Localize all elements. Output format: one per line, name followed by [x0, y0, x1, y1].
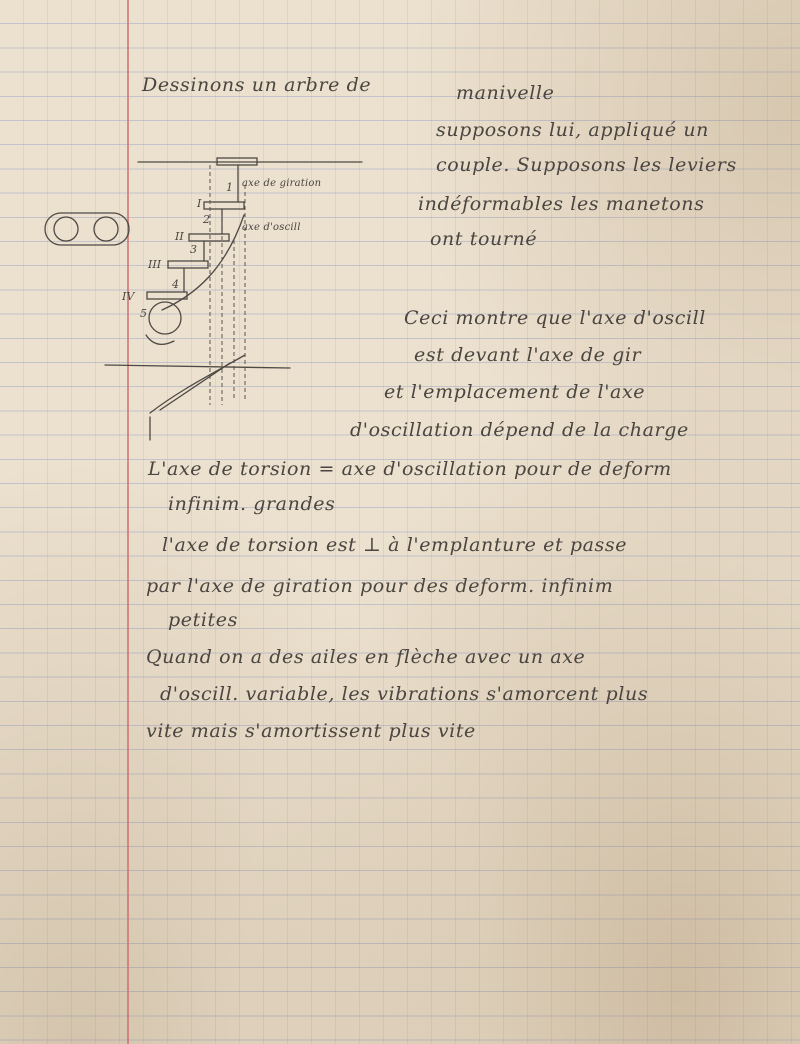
rotation-arrow — [146, 335, 174, 344]
deflection-line — [160, 363, 230, 410]
number-2-label: 2 — [203, 213, 210, 226]
line-14: petites — [168, 609, 238, 631]
line-9: d'oscillation dépend de la charge — [350, 419, 689, 441]
line-1: Dessinons un arbre de — [142, 74, 372, 96]
line-5: ont tourné — [430, 228, 538, 250]
crank-disc — [149, 302, 181, 334]
line-2: supposons lui, appliqué un — [436, 119, 709, 141]
line-16: d'oscill. variable, les vibrations s'amorcent plus — [160, 683, 649, 705]
lever-IV — [147, 292, 187, 299]
roman-III-label: III — [148, 258, 162, 271]
roman-I-label: I — [197, 197, 202, 210]
line-3: couple. Supposons les leviers — [436, 154, 737, 176]
line-1b: manivelle — [456, 82, 555, 104]
crankshaft-diagram — [100, 155, 420, 445]
label-axe-oscill: axe d'oscill — [242, 222, 301, 233]
line-13: par l'axe de giration pour des deform. infinim — [146, 575, 614, 597]
line-12: l'axe de torsion est ⊥ à l'emplanture et passe — [162, 534, 628, 556]
line-17: vite mais s'amortissent plus vite — [146, 720, 476, 742]
line-7: est devant l'axe de gir — [414, 344, 642, 366]
line-6: Ceci montre que l'axe d'oscill — [404, 307, 706, 329]
number-4-label: 4 — [172, 278, 179, 291]
line-15: Quand on a des ailes en flèche avec un axe — [146, 646, 586, 668]
number-3-label: 3 — [190, 243, 197, 256]
roman-II-label: II — [175, 230, 184, 243]
lever-II — [189, 234, 229, 241]
line-8: et l'emplacement de l'axe — [384, 381, 646, 403]
lever-III — [168, 261, 208, 268]
line-4: indéformables les manetons — [418, 193, 705, 215]
number-5-label: 5 — [140, 307, 147, 320]
number-1-label: 1 — [226, 181, 233, 194]
label-axe-giration: axe de giration — [242, 178, 322, 189]
line-11: infinim. grandes — [168, 493, 336, 515]
deflection-curve-1 — [150, 355, 245, 413]
roman-IV-label: IV — [122, 290, 135, 303]
bottom-reference-line — [105, 365, 290, 368]
line-10: L'axe de torsion = axe d'oscillation pour de deform — [148, 458, 672, 480]
